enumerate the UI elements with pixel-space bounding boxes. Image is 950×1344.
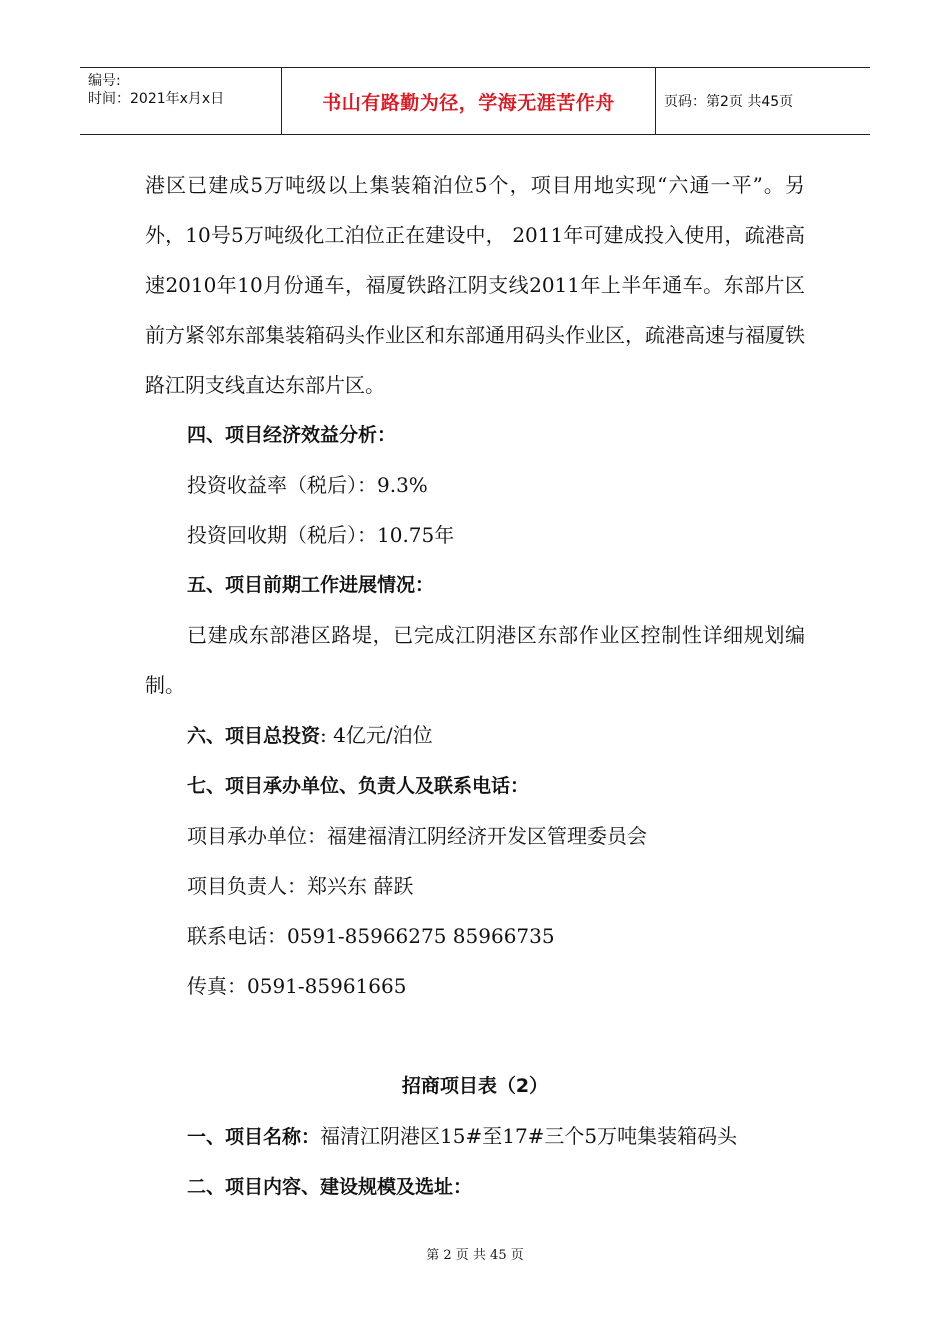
heading-progress: 五、项目前期工作进展情况： (187, 574, 435, 596)
roi-line: 投资收益率（税后）：9.3% (187, 473, 428, 497)
time-label: 时间：2021年x月x日 (88, 91, 225, 107)
payback-line: 投资回收期（税后）：10.75年 (187, 523, 455, 547)
header-meta (80, 68, 282, 134)
heading-economic-analysis: 四、项目经济效益分析： (187, 424, 397, 446)
document-body (145, 160, 805, 1212)
project-name-value: 福清江阴港区15#至17#三个5万吨集装箱码头 (320, 1124, 738, 1148)
phone-line: 联系电话：0591-85966275 85966735 (187, 924, 555, 948)
fax-line: 传真：0591-85961665 (187, 974, 407, 998)
paragraph-progress: 已建成东部港区路堤，已完成江阴港区东部作业区控制性详细规划编制。 (145, 623, 805, 697)
organizer-line: 项目承办单位：福建福清江阴经济开发区管理委员会 (187, 824, 647, 848)
table-title: 招商项目表（2） (401, 1075, 549, 1097)
heading-total-investment: 六、项目总投资 (187, 725, 321, 747)
project-name-line (145, 1111, 805, 1162)
number-label: 编号: (88, 73, 121, 89)
paragraph-port-status: 港区已建成5万吨级以上集装箱泊位5个，项目用地实现“六通一平”。另外，10号5万吨级化工泊位正在建设中， 2011年可建成投入使用，疏港高速2010年10月份通车，福厦铁路江阴支线2011年上半年通车。东部片区前方紧邻东部集装箱码头作业区和东部通用码头作业区，疏港高速与福厦铁路江阴支线直达东部片区。 (145, 173, 805, 397)
spacer (145, 1011, 805, 1061)
heading-contact: 七、项目承办单位、负责人及联系电话： (187, 775, 530, 797)
header-page-number: 页码：第2页 共45页 (664, 94, 794, 110)
heading-project-content: 二、项目内容、建设规模及选址： (187, 1176, 473, 1198)
header-motto: 书山有路勤为径，学海无涯苦作舟 (282, 68, 656, 134)
person-line: 项目负责人：郑兴东 薛跃 (187, 874, 414, 898)
total-investment-line (145, 710, 805, 761)
page-footer: 第 2 页 共 45 页 (426, 1248, 524, 1263)
page-header (80, 67, 870, 135)
total-investment-value: : 4亿元/泊位 (320, 723, 433, 747)
heading-project-name: 一、项目名称： (187, 1126, 321, 1148)
